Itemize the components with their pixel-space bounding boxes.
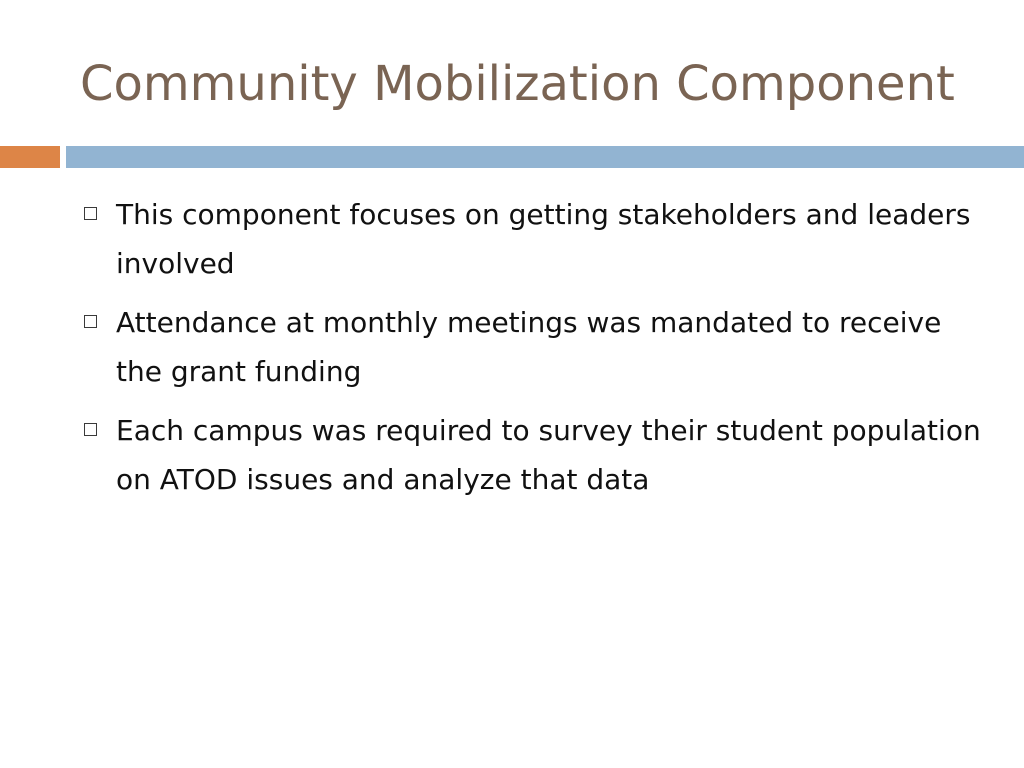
checkbox-square-icon xyxy=(84,315,97,328)
checkbox-square-icon xyxy=(84,423,97,436)
bullet-list xyxy=(82,190,982,514)
accent-bar-blue xyxy=(66,146,1024,168)
bullet-text: Attendance at monthly meetings was mandated to receive the grant funding xyxy=(116,306,942,388)
bullet-text: This component focuses on getting stakeholders and leaders involved xyxy=(116,198,971,280)
slide-title: Community Mobilization Component xyxy=(80,56,955,112)
bullet-item xyxy=(82,190,982,288)
checkbox-square-icon xyxy=(84,207,97,220)
bullet-item xyxy=(82,406,982,504)
bullet-text: Each campus was required to survey their student population on ATOD issues and analyze that data xyxy=(116,414,981,496)
bullet-item xyxy=(82,298,982,396)
accent-bar-orange xyxy=(0,146,60,168)
